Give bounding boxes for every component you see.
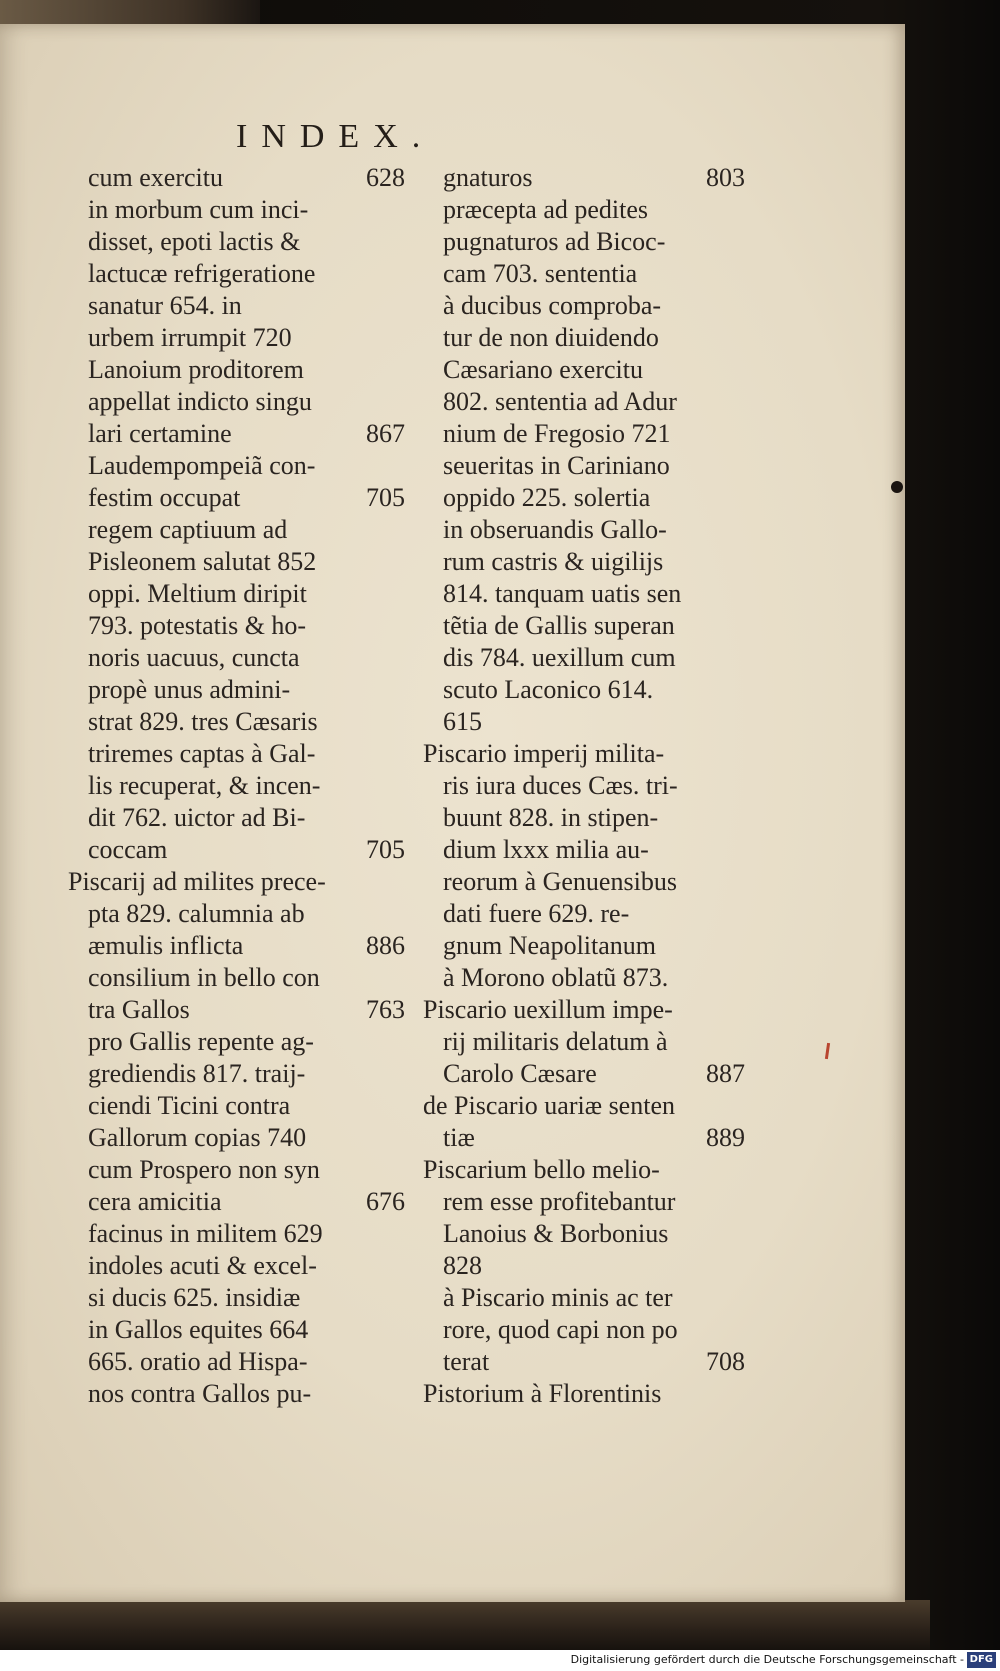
index-line [415,322,745,354]
index-line-text: 814. tanquam uatis sen [443,579,682,608]
index-line [415,1026,745,1058]
index-line-text: Laudempompeiã con- [88,451,316,480]
index-line-text: lis recuperat, & incen- [88,771,321,800]
index-column-left [60,162,405,1410]
index-page-number: 705 [366,483,405,512]
index-line-text: grediendis 817. traij- [88,1059,306,1088]
index-line [415,706,745,738]
index-line-text: Carolo Cæsare [443,1059,597,1088]
index-page-number: 887 [706,1059,745,1088]
index-line-text: cum exercitu [88,163,223,192]
index-line [415,1250,745,1282]
index-line-text: triremes captas à Gal- [88,739,316,768]
index-line-text: buunt 828. in stipen- [443,803,659,832]
index-line [60,1218,405,1250]
index-line [60,1090,405,1122]
index-line-text: noris uacuus, cuncta [88,643,300,672]
index-line [415,514,745,546]
index-line-text: scuto Laconico 614. [443,675,654,704]
index-line [415,290,745,322]
index-line-text: Gallorum copias 740 [88,1123,307,1152]
index-line [60,258,405,290]
index-line-text: Pisleonem salutat 852 [88,547,317,576]
index-line [60,706,405,738]
index-line [60,162,405,194]
index-page-number: 867 [366,419,405,448]
index-line [60,642,405,674]
index-line [415,738,745,770]
index-line [415,450,745,482]
index-page-number: 708 [706,1347,745,1376]
index-line [60,514,405,546]
index-line-text: tẽtia de Gallis superan [443,611,675,640]
index-line-text: reorum à Genuensibus [443,867,677,896]
index-line-text: indoles acuti & excel- [88,1251,317,1280]
index-line-text: festim occupat [88,483,241,512]
index-page-number: 705 [366,835,405,864]
funding-notice: Digitalisierung gefördert durch die Deutsche Forschungsgemeinschaft - [570,1653,964,1666]
index-line-text: strat 829. tres Cæsaris [88,707,318,736]
index-line-text: rum castris & uigilijs [443,547,664,576]
index-line-text: 615 [443,707,482,736]
index-line-text: 793. potestatis & ho- [88,611,307,640]
index-line [60,418,405,450]
index-line-text: lari certamine [88,419,232,448]
index-line-text: 828 [443,1251,482,1280]
index-line-text: Piscario uexillum impe- [423,995,673,1024]
index-line [60,1026,405,1058]
index-line [60,770,405,802]
index-line [60,866,405,898]
index-line-text: urbem irrumpit 720 [88,323,292,352]
index-line-text: in morbum cum inci- [88,195,309,224]
index-page-number: 676 [366,1187,405,1216]
binding-edge-bottom [0,1600,930,1650]
index-line [60,898,405,930]
index-page-number: 889 [706,1123,745,1152]
index-line-text: lactucæ refrigeratione [88,259,316,288]
index-line-text: oppi. Meltium diripit [88,579,307,608]
index-line-text: à Morono oblatũ 873. [443,963,669,992]
index-line [415,354,745,386]
index-line-text: gnaturos [443,163,533,192]
index-line [415,1314,745,1346]
index-line [415,578,745,610]
index-line [60,1154,405,1186]
index-line [415,994,745,1026]
index-line [60,354,405,386]
index-line-text: Lanoium proditorem [88,355,304,384]
index-line-text: cam 703. sententia [443,259,638,288]
index-line [60,674,405,706]
index-line [60,578,405,610]
index-line [60,1346,405,1378]
index-line [415,1346,745,1378]
index-line [415,610,745,642]
index-line [60,1058,405,1090]
index-line-text: dati fuere 629. re- [443,899,630,928]
index-line-text: ciendi Ticini contra [88,1091,291,1120]
index-line [415,194,745,226]
index-line-text: Piscarij ad milites prece- [68,867,326,896]
index-line [60,482,405,514]
index-line [415,226,745,258]
index-line-text: in obseruandis Gallo- [443,515,667,544]
index-line [415,1154,745,1186]
index-line-text: coccam [88,835,168,864]
index-line-text: terat [443,1347,490,1376]
index-line-text: in Gallos equites 664 [88,1315,309,1344]
index-line-text: à ducibus comproba- [443,291,662,320]
index-line-text: Cæsariano exercitu [443,355,643,384]
index-line-text: dit 762. uictor ad Bi- [88,803,306,832]
index-line-text: pta 829. calumnia ab [88,899,305,928]
index-line [415,1058,745,1090]
index-line [415,162,745,194]
index-line-text: consilium in bello con [88,963,320,992]
dfg-logo: DFG [967,1652,996,1668]
index-line-text: cera amicitia [88,1187,222,1216]
index-line [60,226,405,258]
index-line-text: nos contra Gallos pu- [88,1379,312,1408]
index-line [415,834,745,866]
running-head: INDEX. [236,118,435,155]
index-line [415,962,745,994]
index-line [415,802,745,834]
index-line-text: pro Gallis repente ag- [88,1027,314,1056]
index-page-number: 803 [706,163,745,192]
index-line-text: rij militaris delatum à [443,1027,668,1056]
index-line [415,546,745,578]
index-line [415,1090,745,1122]
book-page [0,24,905,1602]
index-line-text: gnum Neapolitanum [443,931,657,960]
index-line-text: Pistorium à Florentinis [423,1379,662,1408]
index-line-text: 665. oratio ad Hispa- [88,1347,308,1376]
index-page-number: 886 [366,931,405,960]
index-line [60,834,405,866]
index-line-text: à Piscario minis ac ter [443,1283,673,1312]
index-line-text: disset, epoti lactis & [88,227,301,256]
index-line-text: tur de non diuidendo [443,323,659,352]
index-line [415,482,745,514]
index-line [415,258,745,290]
index-line [415,386,745,418]
index-line-text: seueritas in Cariniano [443,451,670,480]
index-line [415,1282,745,1314]
index-line [60,1122,405,1154]
index-line-text: tra Gallos [88,995,190,1024]
index-line-text: dis 784. uexillum cum [443,643,676,672]
index-line [415,898,745,930]
index-line-text: dium lxxx milia au- [443,835,649,864]
index-line-text: rore, quod capi non po [443,1315,678,1344]
index-page-number: 628 [366,163,405,192]
index-line [415,674,745,706]
index-line [60,290,405,322]
index-line-text: cum Prospero non syn [88,1155,320,1184]
binding-edge-top [0,0,260,24]
index-line-text: rem esse profitebantur [443,1187,676,1216]
index-line [415,1378,745,1410]
index-line-text: ris iura duces Cæs. tri- [443,771,678,800]
index-line-text: 802. sententia ad Adur [443,387,677,416]
index-line [60,322,405,354]
index-line [60,1378,405,1410]
index-line-text: propè unus admini- [88,675,291,704]
index-line-text: oppido 225. solertia [443,483,651,512]
index-line-text: Lanoius & Borbonius [443,1219,669,1248]
index-line [60,1186,405,1218]
index-line-text: Piscario imperij milita- [423,739,665,768]
index-line [415,930,745,962]
index-line [60,194,405,226]
index-line-text: appellat indicto singu [88,387,312,416]
index-line [60,1250,405,1282]
index-column-right [415,162,745,1410]
ink-blot [891,481,903,493]
index-line [60,386,405,418]
index-line-text: de Piscario uariæ senten [423,1091,675,1120]
index-line [60,802,405,834]
index-line [415,770,745,802]
index-line-text: nium de Fregosio 721 [443,419,671,448]
index-line-text: præcepta ad pedites [443,195,649,224]
index-line-text: si ducis 625. insidiæ [88,1283,301,1312]
index-line [415,642,745,674]
index-line [415,418,745,450]
index-line [60,450,405,482]
index-line [60,994,405,1026]
index-line-text: facinus in militem 629 [88,1219,323,1248]
index-line [60,930,405,962]
index-line [60,738,405,770]
index-line-text: regem captiuum ad [88,515,288,544]
index-page-number: 763 [366,995,405,1024]
index-line-text: æmulis inflicta [88,931,244,960]
index-line [60,546,405,578]
index-line [60,610,405,642]
index-line-text: sanatur 654. in [88,291,242,320]
index-line-text: Piscarium bello melio- [423,1155,660,1184]
index-line [60,962,405,994]
index-line [415,1186,745,1218]
digitization-footer [0,1650,1000,1671]
index-line [60,1314,405,1346]
index-line [415,1122,745,1154]
index-line-text: tiæ [443,1123,475,1152]
index-line-text: pugnaturos ad Bicoc- [443,227,666,256]
index-line [60,1282,405,1314]
index-line [415,866,745,898]
index-line [415,1218,745,1250]
